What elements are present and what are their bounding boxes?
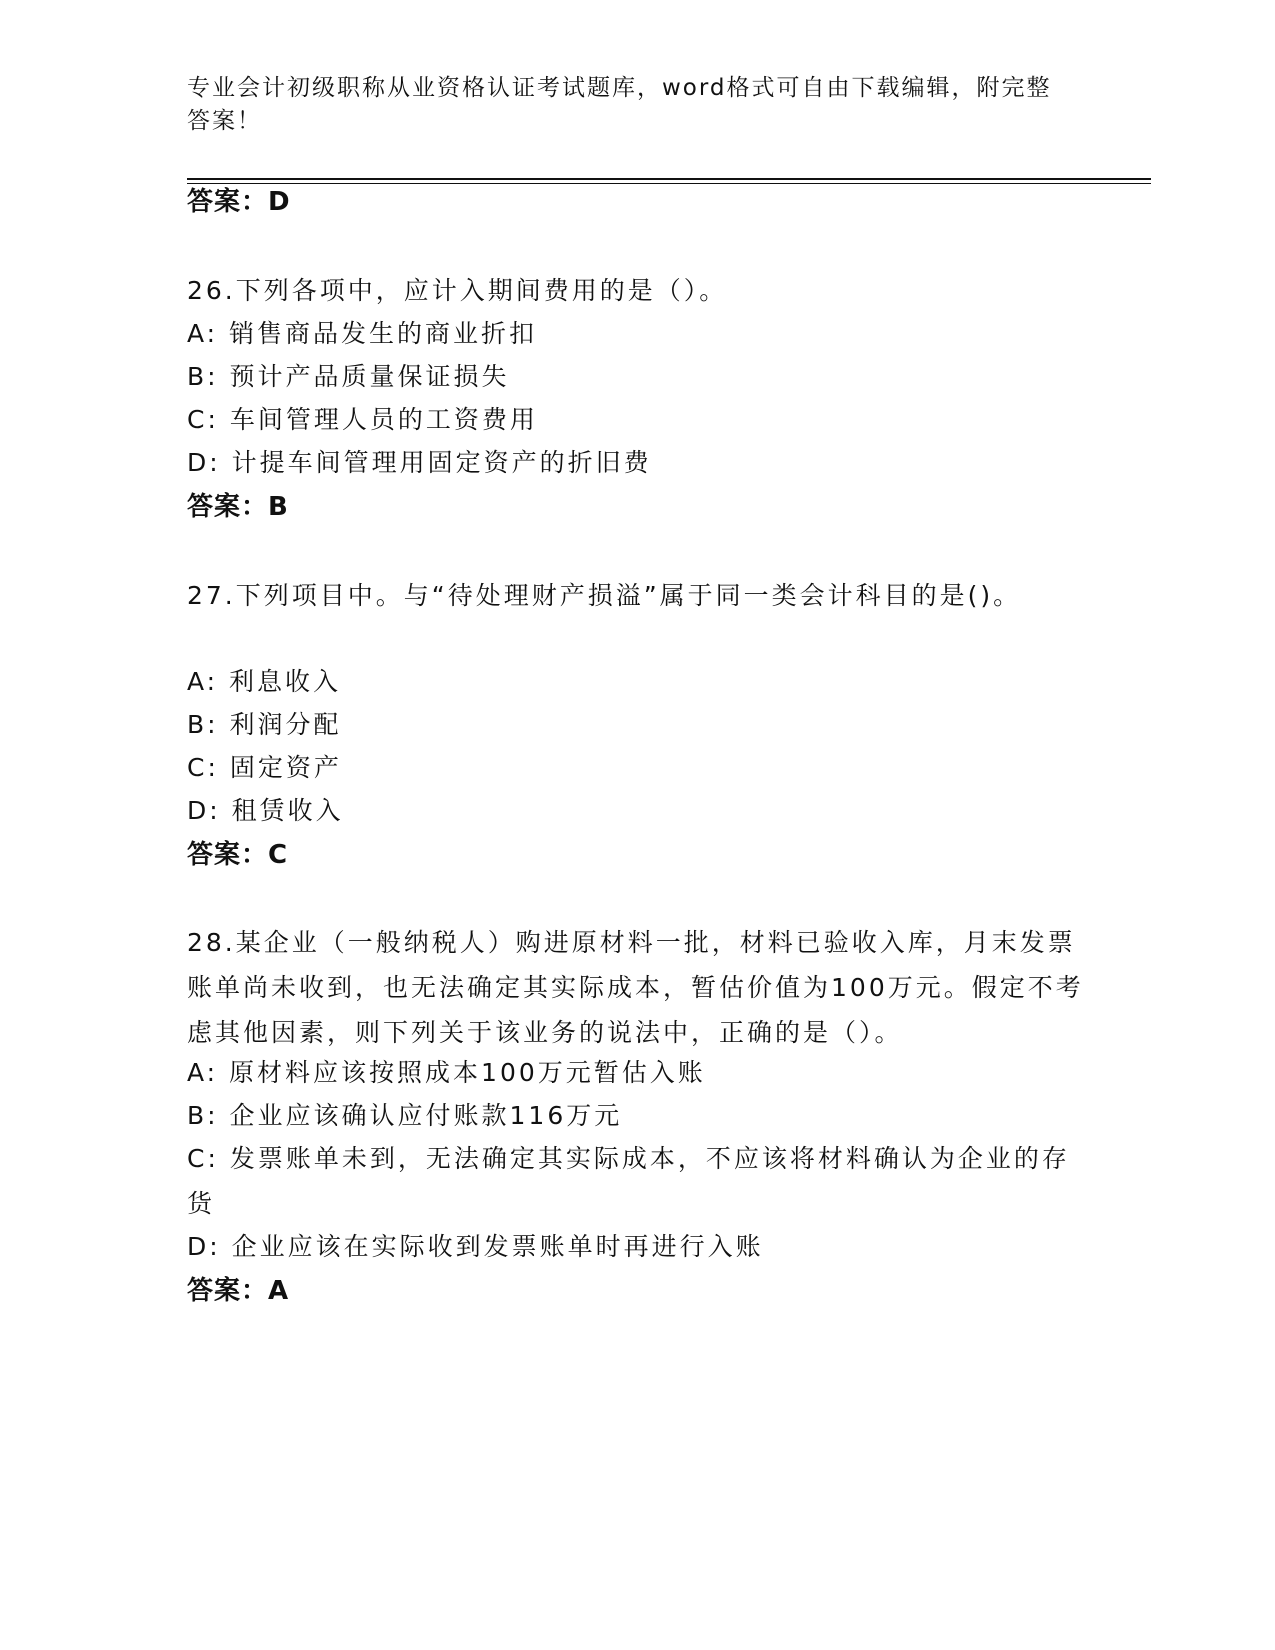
question-26-option-b: B: 预计产品质量保证损失 [187, 362, 510, 391]
question-27-option-b: B: 利润分配 [187, 710, 342, 739]
question-28-stem: 28.某企业（一般纳税人）购进原材料一批，材料已验收入库，月末发票账单尚未收到，也无法确定其实际成本，暂估价值为100万元。假定不考虑其他因素，则下列关于该业务的说法中，正确的是（）。 [187, 928, 1084, 1047]
question-27-option-c: C: 固定资产 [187, 753, 342, 782]
question-26-option-d: D: 计提车间管理用固定资产的折旧费 [187, 448, 652, 477]
question-28-option-c: C: 发票账单未到，无法确定其实际成本，不应该将材料确认为企业的存货 [187, 1144, 1070, 1218]
header-divider-thin [187, 183, 1151, 184]
question-27-stem: 27.下列项目中。与“待处理财产损溢”属于同一类会计科目的是()。 [187, 581, 1022, 610]
question-26-answer: 答案：B [187, 492, 289, 522]
question-28-option-d: D: 企业应该在实际收到发票账单时再进行入账 [187, 1232, 764, 1261]
question-27-option-d: D: 租赁收入 [187, 796, 344, 825]
answer-prev: 答案：D [187, 187, 291, 217]
header-divider-thick [187, 178, 1151, 180]
question-26-option-a: A: 销售商品发生的商业折扣 [187, 319, 538, 348]
header-note: 专业会计初级职称从业资格认证考试题库，word格式可自由下载编辑，附完整答案！ [187, 75, 1052, 134]
question-28-answer: 答案：A [187, 1276, 290, 1306]
question-26-option-c: C: 车间管理人员的工资费用 [187, 405, 538, 434]
question-28-option-b: B: 企业应该确认应付账款116万元 [187, 1101, 623, 1130]
question-27-answer: 答案：C [187, 840, 289, 870]
question-28-option-a: A: 原材料应该按照成本100万元暂估入账 [187, 1058, 706, 1087]
question-27-option-a: A: 利息收入 [187, 667, 342, 696]
question-26-stem: 26.下列各项中，应计入期间费用的是（）。 [187, 276, 728, 305]
